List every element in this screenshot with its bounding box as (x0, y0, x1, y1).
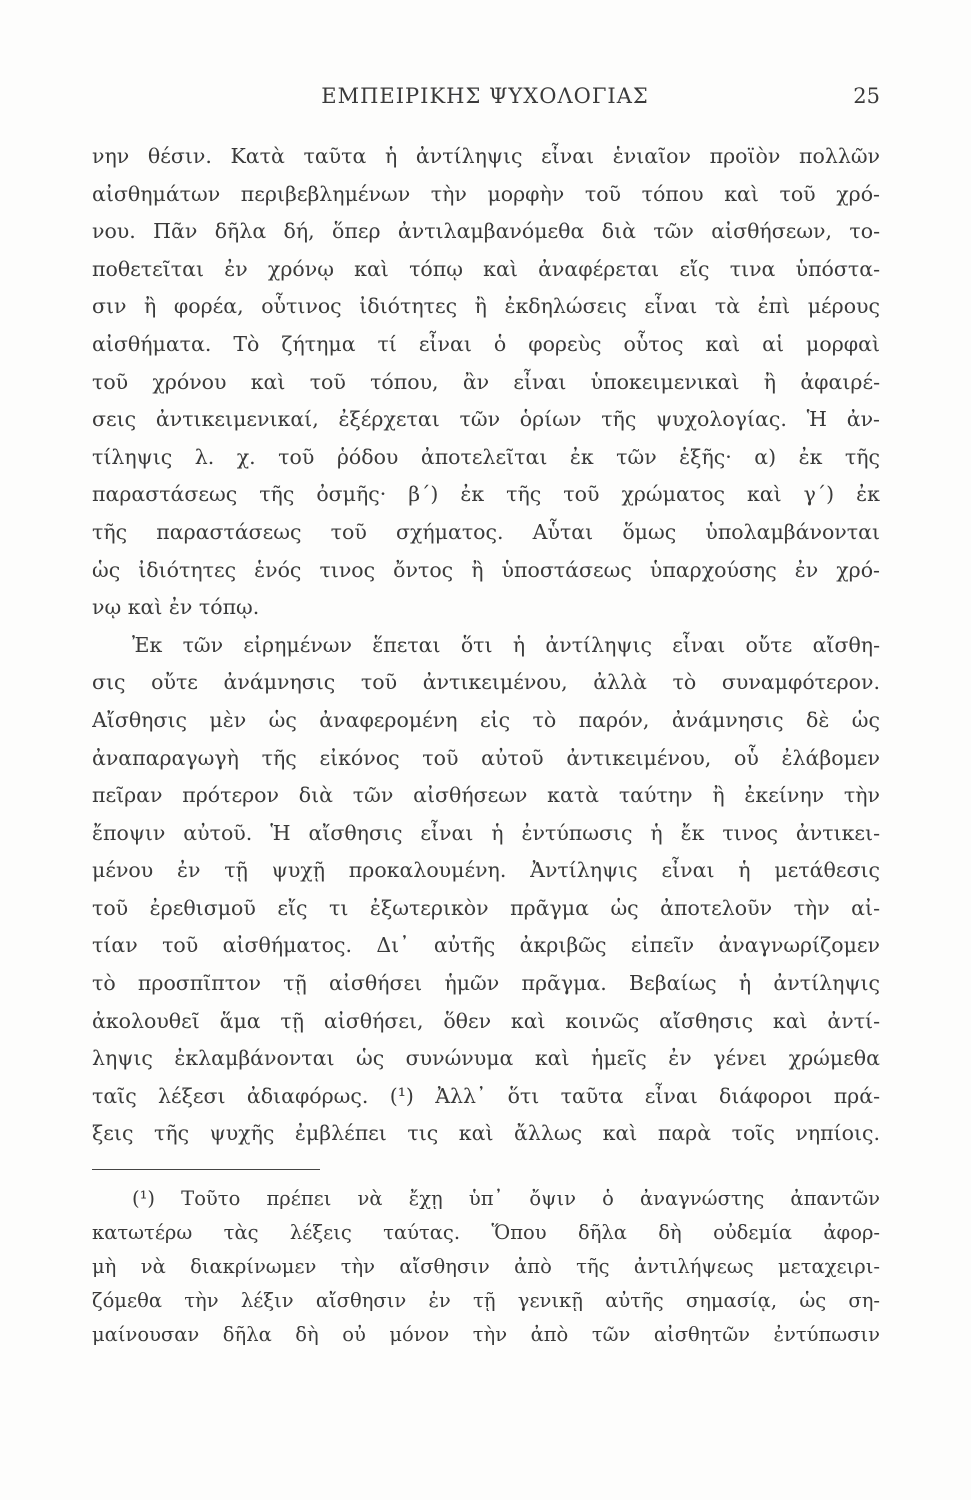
text-line: Ἐκ τῶν εἰρημένων ἕπεται ὅτι ἡ ἀντίληψις εἶναι οὔτε αἴσθη- (132, 632, 880, 657)
footnote-line: μαίνουσαν δῆλα δὴ οὐ μόνον τὴν ἀπὸ τῶν αἰσθητῶν ἐντύπωσιν (92, 1323, 880, 1346)
text-line: τίληψις λ. χ. τοῦ ῥόδου ἀποτελεῖται ἐκ τῶν ἑξῆς· α) ἐκ τῆς (92, 444, 880, 469)
main-text (92, 138, 880, 1153)
footnote-line: μὴ νὰ διακρίνωμεν τὴν αἴσθησιν ἀπὸ τῆς ἀντιλήψεως μεταχειρι- (92, 1255, 880, 1278)
text-line: ἔποψιν αὐτοῦ. Ἡ αἴσθησις εἶναι ἡ ἐντύπωσις ἡ ἔκ τινος ἀντικει- (92, 820, 880, 845)
text-line: σεις ἀντικειμενικαί, ἐξέρχεται τῶν ὁρίων τῆς ψυχολογίας. Ἡ ἀν- (92, 407, 880, 432)
text-line: ξεις τῆς ψυχῆς ἐμβλέπει τις καὶ ἄλλως καὶ παρὰ τοῖς νηπίοις. (92, 1121, 880, 1146)
text-line: ληψις ἐκλαμβάνονται ὡς συνώνυμα καὶ ἡμεῖς ἐν γένει χρώμεθα (92, 1046, 880, 1071)
text-line: αἰσθήματα. Τὸ ζήτημα τί εἶναι ὁ φορεὺς οὗτος καὶ αἱ μορφαὶ (92, 331, 880, 356)
text-line: ἀκολουθεῖ ἅμα τῇ αἰσθήσει, ὅθεν καὶ κοινῶς αἴσθησις καὶ ἀντί- (92, 1008, 880, 1033)
text-line: τὸ προσπῖπτον τῇ αἰσθήσει ἡμῶν πρᾶγμα. Βεβαίως ἡ ἀντίληψις (92, 971, 880, 996)
text-line: νην θέσιν. Κατὰ ταῦτα ἡ ἀντίληψις εἶναι ἑνιαῖον προϊὸν πολλῶν (92, 144, 880, 168)
text-line: πεῖραν πρότερον διὰ τῶν αἰσθήσεων κατὰ ταύτην ἢ ἐκείνην τὴν (92, 783, 880, 808)
text-line: σιν ἢ φορέα, οὗτινος ἰδιότητες ἢ ἐκδηλώσεις εἶναι τὰ ἐπὶ μέρους (92, 294, 880, 319)
footnote-line: κατωτέρω τὰς λέξεις ταύτας. Ὅπου δῆλα δὴ οὐδεμία ἀφορ- (92, 1221, 880, 1244)
text-line: ποθετεῖται ἐν χρόνῳ καὶ τόπῳ καὶ ἀναφέρεται εἴς τινα ὑπόστα- (92, 256, 880, 281)
page-number: 25 (853, 84, 880, 108)
text-line: τοῦ ἐρεθισμοῦ εἴς τι ἐξωτερικὸν πρᾶγμα ὡς ἀποτελοῦν τὴν αἰ- (92, 895, 880, 920)
text-line: μένου ἐν τῇ ψυχῇ προκαλουμένη. Ἀντίληψις εἶναι ἡ μετάθεσις (92, 858, 880, 883)
text-line: σις οὔτε ἀνάμνησις τοῦ ἀντικειμένου, ἀλλὰ τὸ συναμφότερον. (92, 670, 880, 695)
text-line: νῳ καὶ ἐν τόπῳ. (92, 595, 260, 620)
running-title: ΕΜΠΕΙΡΙΚΗΣ ΨΥΧΟΛΟΓΙΑΣ (321, 84, 649, 108)
text-line: τῆς παραστάσεως τοῦ σχήματος. Αὗται ὅμως ὑπολαμβάνονται (92, 519, 880, 544)
text-line: ταῖς λέξεσι ἀδιαφόρως. (¹) Ἀλλ᾽ ὅτι ταῦτα εἶναι διάφοροι πρά- (92, 1083, 880, 1108)
footnote-rule (92, 1169, 320, 1170)
text-line: αἰσθημάτων περιβεβλημένων τὴν μορφὴν τοῦ τόπου καὶ τοῦ χρό- (92, 181, 880, 206)
text-line: νου. Πᾶν δῆλα δή, ὅπερ ἀντιλαμβανόμεθα διὰ τῶν αἰσθήσεων, το- (92, 219, 880, 244)
text-line: τίαν τοῦ αἰσθήματος. Δι᾽ αὐτῆς ἀκριβῶς εἰπεῖν ἀναγνωρίζομεν (92, 933, 880, 958)
text-line: ὡς ἰδιότητες ἑνός τινος ὄντος ἢ ὑποστάσεως ὑπαρχούσης ἐν χρό- (92, 557, 880, 582)
text-line: ἀναπαραγωγὴ τῆς εἰκόνος τοῦ αὐτοῦ ἀντικειμένου, οὗ ἐλάβομεν (92, 745, 880, 770)
text-line: τοῦ χρόνου καὶ τοῦ τόπου, ἂν εἶναι ὑποκειμενικαὶ ἢ ἀφαιρέ- (92, 369, 880, 394)
footnote (92, 1182, 880, 1352)
footnote-line: (¹) Τοῦτο πρέπει νὰ ἔχῃ ὑπ᾽ ὄψιν ὁ ἀναγνώστης ἀπαντῶν (132, 1187, 880, 1210)
text-line: παραστάσεως τῆς ὀσμῆς· β΄) ἐκ τῆς τοῦ χρώματος καὶ γ΄) ἐκ (92, 482, 880, 507)
footnote-line: ζόμεθα τὴν λέξιν αἴσθησιν ἐν τῇ γενικῇ αὐτῆς σημασίᾳ, ὡς ση- (92, 1289, 880, 1312)
running-head (90, 84, 880, 114)
text-line: Αἴσθησις μὲν ὡς ἀναφερομένη εἰς τὸ παρόν, ἀνάμνησις δὲ ὡς (92, 707, 880, 732)
